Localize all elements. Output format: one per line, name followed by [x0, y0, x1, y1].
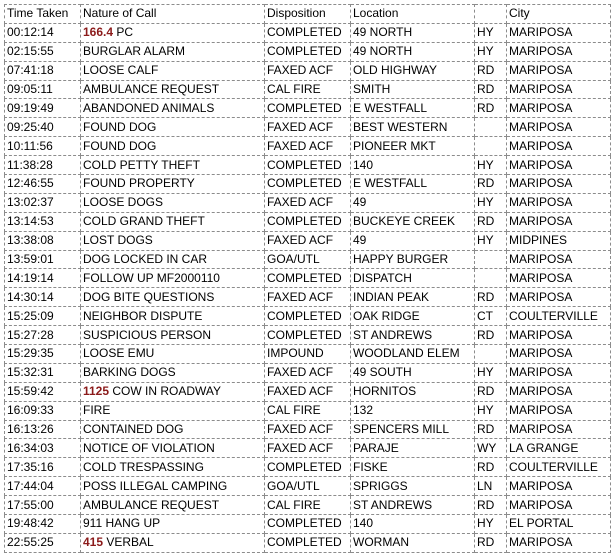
cell-city: MARIPOSA — [507, 42, 611, 61]
table-row — [5, 420, 611, 439]
call-nature: DOG BITE QUESTIONS — [83, 289, 215, 304]
cell-time-taken: 14:19:14 — [5, 269, 81, 288]
cell-street-type: RD — [475, 175, 507, 194]
cell-street-type: RD — [475, 496, 507, 515]
cell-nature-of-call — [81, 212, 265, 231]
table-row — [5, 496, 611, 515]
cell-disposition: COMPLETED — [265, 458, 351, 477]
cell-location: PARAJE — [351, 439, 475, 458]
table-row — [5, 363, 611, 382]
cell-time-taken: 09:25:40 — [5, 118, 81, 137]
cell-disposition: FAXED ACF — [265, 231, 351, 250]
call-nature: COLD PETTY THEFT — [83, 157, 200, 172]
cell-nature-of-call — [81, 23, 265, 42]
table-row — [5, 326, 611, 345]
cell-time-taken: 15:59:42 — [5, 382, 81, 401]
cell-street-type: RD — [475, 533, 507, 552]
cell-city: MARIPOSA — [507, 212, 611, 231]
cell-city: MARIPOSA — [507, 382, 611, 401]
cell-street-type: LN — [475, 477, 507, 496]
call-nature: LOOSE EMU — [83, 346, 155, 361]
call-nature: AMBULANCE REQUEST — [83, 82, 220, 96]
cell-location: 49 NORTH — [351, 42, 475, 61]
cell-location: SPRIGGS — [351, 477, 475, 496]
cell-location: 140 — [351, 156, 475, 175]
cell-time-taken: 12:46:55 — [5, 175, 81, 194]
cell-disposition: CAL FIRE — [265, 401, 351, 420]
table-row — [5, 193, 611, 212]
cell-street-type: RD — [475, 458, 507, 477]
cell-city: COULTERVILLE — [507, 458, 611, 477]
cell-location: DISPATCH — [351, 269, 475, 288]
cell-city: MARIPOSA — [507, 496, 611, 515]
cell-city: MARIPOSA — [507, 288, 611, 307]
cell-time-taken: 13:02:37 — [5, 193, 81, 212]
call-nature: AMBULANCE REQUEST — [83, 497, 220, 512]
cell-time-taken: 16:34:03 — [5, 439, 81, 458]
cell-time-taken: 11:38:28 — [5, 156, 81, 175]
cell-time-taken: 17:55:00 — [5, 496, 81, 515]
cell-nature-of-call — [81, 137, 265, 156]
cell-street-type — [475, 345, 507, 364]
cell-nature-of-call — [81, 42, 265, 61]
header-city: City — [507, 5, 611, 24]
call-log-table — [4, 4, 611, 553]
cell-nature-of-call — [81, 345, 265, 364]
table-row — [5, 156, 611, 175]
cell-nature-of-call — [81, 175, 265, 194]
cell-time-taken: 15:32:31 — [5, 363, 81, 382]
cell-disposition: FAXED ACF — [265, 137, 351, 156]
cell-city: MARIPOSA — [507, 193, 611, 212]
cell-time-taken: 09:19:49 — [5, 99, 81, 118]
cell-nature-of-call — [81, 477, 265, 496]
cell-city: MARIPOSA — [507, 23, 611, 42]
call-nature: COW IN ROADWAY — [112, 384, 222, 399]
call-code: 415 — [83, 535, 104, 550]
table-row — [5, 212, 611, 231]
cell-nature-of-call — [81, 458, 265, 477]
cell-location: 140 — [351, 515, 475, 534]
call-nature: FOUND PROPERTY — [83, 176, 195, 191]
cell-city: MIDPINES — [507, 231, 611, 250]
cell-location: ST ANDREWS — [351, 496, 475, 515]
table-row — [5, 515, 611, 534]
table-row — [5, 137, 611, 156]
cell-disposition: FAXED ACF — [265, 118, 351, 137]
cell-location: BUCKEYE CREEK — [351, 212, 475, 231]
table-row — [5, 80, 611, 99]
cell-location: SMITH — [351, 80, 475, 99]
cell-time-taken: 09:05:11 — [5, 80, 81, 99]
cell-disposition: FAXED ACF — [265, 382, 351, 401]
cell-location: 132 — [351, 401, 475, 420]
cell-nature-of-call — [81, 496, 265, 515]
cell-disposition: FAXED ACF — [265, 61, 351, 80]
cell-disposition: COMPLETED — [265, 156, 351, 175]
header-nature-of-call: Nature of Call — [81, 5, 265, 24]
cell-nature-of-call — [81, 288, 265, 307]
cell-disposition: FAXED ACF — [265, 420, 351, 439]
cell-location: E WESTFALL — [351, 175, 475, 194]
cell-nature-of-call — [81, 307, 265, 326]
cell-time-taken: 13:38:08 — [5, 231, 81, 250]
table-body — [5, 23, 611, 552]
call-code: 166.4 — [83, 25, 114, 40]
cell-street-type: HY — [475, 156, 507, 175]
cell-location: PIONEER MKT — [351, 137, 475, 156]
cell-city: MARIPOSA — [507, 533, 611, 552]
cell-location: FISKE — [351, 458, 475, 477]
cell-time-taken: 16:09:33 — [5, 401, 81, 420]
cell-street-type — [475, 137, 507, 156]
cell-disposition: COMPLETED — [265, 175, 351, 194]
table-row — [5, 533, 611, 552]
cell-time-taken: 15:25:09 — [5, 307, 81, 326]
cell-time-taken: 16:13:26 — [5, 420, 81, 439]
call-nature: LOST DOGS — [83, 233, 153, 248]
header-street-type — [475, 5, 507, 24]
cell-street-type: HY — [475, 515, 507, 534]
cell-disposition: FAXED ACF — [265, 193, 351, 212]
cell-location: E WESTFALL — [351, 99, 475, 118]
cell-location: 49 SOUTH — [351, 363, 475, 382]
cell-time-taken: 02:15:55 — [5, 42, 81, 61]
call-nature: POSS ILLEGAL CAMPING — [83, 478, 228, 493]
cell-time-taken: 13:59:01 — [5, 250, 81, 269]
cell-disposition: COMPLETED — [265, 326, 351, 345]
cell-city: MARIPOSA — [507, 363, 611, 382]
cell-disposition: FAXED ACF — [265, 363, 351, 382]
cell-street-type: HY — [475, 231, 507, 250]
cell-time-taken: 13:14:53 — [5, 212, 81, 231]
cell-disposition: CAL FIRE — [265, 80, 351, 99]
cell-street-type: WY — [475, 439, 507, 458]
cell-nature-of-call — [81, 515, 265, 534]
cell-nature-of-call — [81, 533, 265, 552]
cell-time-taken: 10:11:56 — [5, 137, 81, 156]
cell-city: MARIPOSA — [507, 175, 611, 194]
cell-time-taken: 15:27:28 — [5, 326, 81, 345]
table-row — [5, 269, 611, 288]
cell-street-type: RD — [475, 288, 507, 307]
cell-city: COULTERVILLE — [507, 307, 611, 326]
cell-street-type: HY — [475, 42, 507, 61]
table-row — [5, 42, 611, 61]
cell-street-type: RD — [475, 61, 507, 80]
cell-city: MARIPOSA — [507, 401, 611, 420]
cell-time-taken: 07:41:18 — [5, 61, 81, 80]
call-nature: CONTAINED DOG — [83, 422, 184, 437]
call-nature: BURGLAR ALARM — [83, 44, 186, 59]
cell-street-type — [475, 118, 507, 137]
call-nature: NOTICE OF VIOLATION — [83, 440, 215, 455]
cell-street-type: RD — [475, 420, 507, 439]
cell-nature-of-call — [81, 363, 265, 382]
header-location: Location — [351, 5, 475, 24]
cell-disposition: COMPLETED — [265, 23, 351, 42]
call-code: 1125 — [83, 384, 110, 399]
cell-location: WORMAN — [351, 533, 475, 552]
cell-time-taken: 22:55:25 — [5, 533, 81, 552]
call-nature: FOLLOW UP MF2000110 — [83, 270, 220, 285]
cell-nature-of-call — [81, 382, 265, 401]
call-nature: ABANDONED ANIMALS — [83, 100, 215, 115]
cell-disposition: FAXED ACF — [265, 439, 351, 458]
cell-disposition: COMPLETED — [265, 269, 351, 288]
header-time-taken: Time Taken — [5, 5, 81, 24]
call-nature: VERBAL — [106, 535, 154, 550]
cell-street-type: RD — [475, 212, 507, 231]
cell-city: MARIPOSA — [507, 269, 611, 288]
cell-nature-of-call — [81, 80, 265, 99]
table-row — [5, 382, 611, 401]
cell-street-type: HY — [475, 193, 507, 212]
cell-disposition: CAL FIRE — [265, 496, 351, 515]
cell-city: MARIPOSA — [507, 326, 611, 345]
cell-street-type: RD — [475, 382, 507, 401]
cell-street-type: HY — [475, 23, 507, 42]
header-row — [5, 5, 611, 24]
call-nature: SUSPICIOUS PERSON — [83, 327, 212, 342]
cell-nature-of-call — [81, 156, 265, 175]
cell-nature-of-call — [81, 439, 265, 458]
cell-street-type: RD — [475, 326, 507, 345]
cell-disposition: GOA/UTL — [265, 250, 351, 269]
cell-disposition: COMPLETED — [265, 99, 351, 118]
cell-street-type: CT — [475, 307, 507, 326]
cell-city: MARIPOSA — [507, 420, 611, 439]
call-nature: COLD TRESPASSING — [83, 459, 204, 474]
table-row — [5, 250, 611, 269]
call-nature: PC — [116, 25, 134, 40]
cell-city: LA GRANGE — [507, 439, 611, 458]
cell-nature-of-call — [81, 193, 265, 212]
call-nature: FIRE — [83, 403, 111, 418]
cell-city: EL PORTAL — [507, 515, 611, 534]
header-disposition: Disposition — [265, 5, 351, 24]
call-nature: DOG LOCKED IN CAR — [83, 252, 208, 267]
call-nature: NEIGHBOR DISPUTE — [83, 308, 203, 323]
cell-nature-of-call — [81, 420, 265, 439]
call-nature: FOUND DOG — [83, 138, 157, 153]
cell-nature-of-call — [81, 231, 265, 250]
table-row — [5, 118, 611, 137]
cell-time-taken: 15:29:35 — [5, 345, 81, 364]
cell-location: OAK RIDGE — [351, 307, 475, 326]
cell-location: SPENCERS MILL — [351, 420, 475, 439]
table-row — [5, 288, 611, 307]
cell-disposition: COMPLETED — [265, 307, 351, 326]
call-nature: LOOSE CALF — [83, 63, 159, 78]
cell-time-taken: 17:44:04 — [5, 477, 81, 496]
cell-disposition: COMPLETED — [265, 533, 351, 552]
cell-nature-of-call — [81, 326, 265, 345]
cell-city: MARIPOSA — [507, 250, 611, 269]
table-row — [5, 401, 611, 420]
cell-street-type: HY — [475, 401, 507, 420]
table-row — [5, 458, 611, 477]
cell-disposition: GOA/UTL — [265, 477, 351, 496]
table-row — [5, 231, 611, 250]
cell-city: MARIPOSA — [507, 118, 611, 137]
cell-city: MARIPOSA — [507, 99, 611, 118]
cell-city: MARIPOSA — [507, 137, 611, 156]
table-row — [5, 477, 611, 496]
cell-disposition: IMPOUND — [265, 345, 351, 364]
cell-location: 49 — [351, 193, 475, 212]
table-row — [5, 99, 611, 118]
cell-street-type — [475, 250, 507, 269]
cell-nature-of-call — [81, 269, 265, 288]
cell-street-type: RD — [475, 80, 507, 99]
cell-city: MARIPOSA — [507, 477, 611, 496]
cell-location: BEST WESTERN — [351, 118, 475, 137]
cell-disposition: COMPLETED — [265, 212, 351, 231]
cell-time-taken: 00:12:14 — [5, 23, 81, 42]
cell-city: MARIPOSA — [507, 61, 611, 80]
cell-disposition: COMPLETED — [265, 42, 351, 61]
cell-location: INDIAN PEAK — [351, 288, 475, 307]
call-nature: LOOSE DOGS — [83, 195, 164, 210]
cell-disposition: COMPLETED — [265, 515, 351, 534]
cell-disposition: FAXED ACF — [265, 288, 351, 307]
table-row — [5, 175, 611, 194]
cell-time-taken: 14:30:14 — [5, 288, 81, 307]
cell-location: HAPPY BURGER — [351, 250, 475, 269]
cell-street-type: RD — [475, 99, 507, 118]
cell-street-type — [475, 269, 507, 288]
call-nature: 911 HANG UP — [83, 516, 161, 531]
cell-street-type: HY — [475, 363, 507, 382]
cell-location: 49 NORTH — [351, 23, 475, 42]
cell-nature-of-call — [81, 61, 265, 80]
cell-location: HORNITOS — [351, 382, 475, 401]
cell-nature-of-call — [81, 99, 265, 118]
cell-city: MARIPOSA — [507, 156, 611, 175]
cell-location: ST ANDREWS — [351, 326, 475, 345]
cell-time-taken: 17:35:16 — [5, 458, 81, 477]
cell-location: WOODLAND ELEM — [351, 345, 475, 364]
table-row — [5, 307, 611, 326]
cell-nature-of-call — [81, 118, 265, 137]
table-row — [5, 345, 611, 364]
cell-city: MARIPOSA — [507, 80, 611, 99]
table-row — [5, 439, 611, 458]
call-nature: FOUND DOG — [83, 119, 157, 134]
call-nature: COLD GRAND THEFT — [83, 214, 205, 229]
cell-location: OLD HIGHWAY — [351, 61, 475, 80]
cell-location: 49 — [351, 231, 475, 250]
cell-nature-of-call — [81, 401, 265, 420]
table-row — [5, 61, 611, 80]
call-nature: BARKING DOGS — [83, 365, 176, 380]
cell-time-taken: 19:48:42 — [5, 515, 81, 534]
cell-city: MARIPOSA — [507, 345, 611, 364]
table-row — [5, 23, 611, 42]
cell-nature-of-call — [81, 250, 265, 269]
